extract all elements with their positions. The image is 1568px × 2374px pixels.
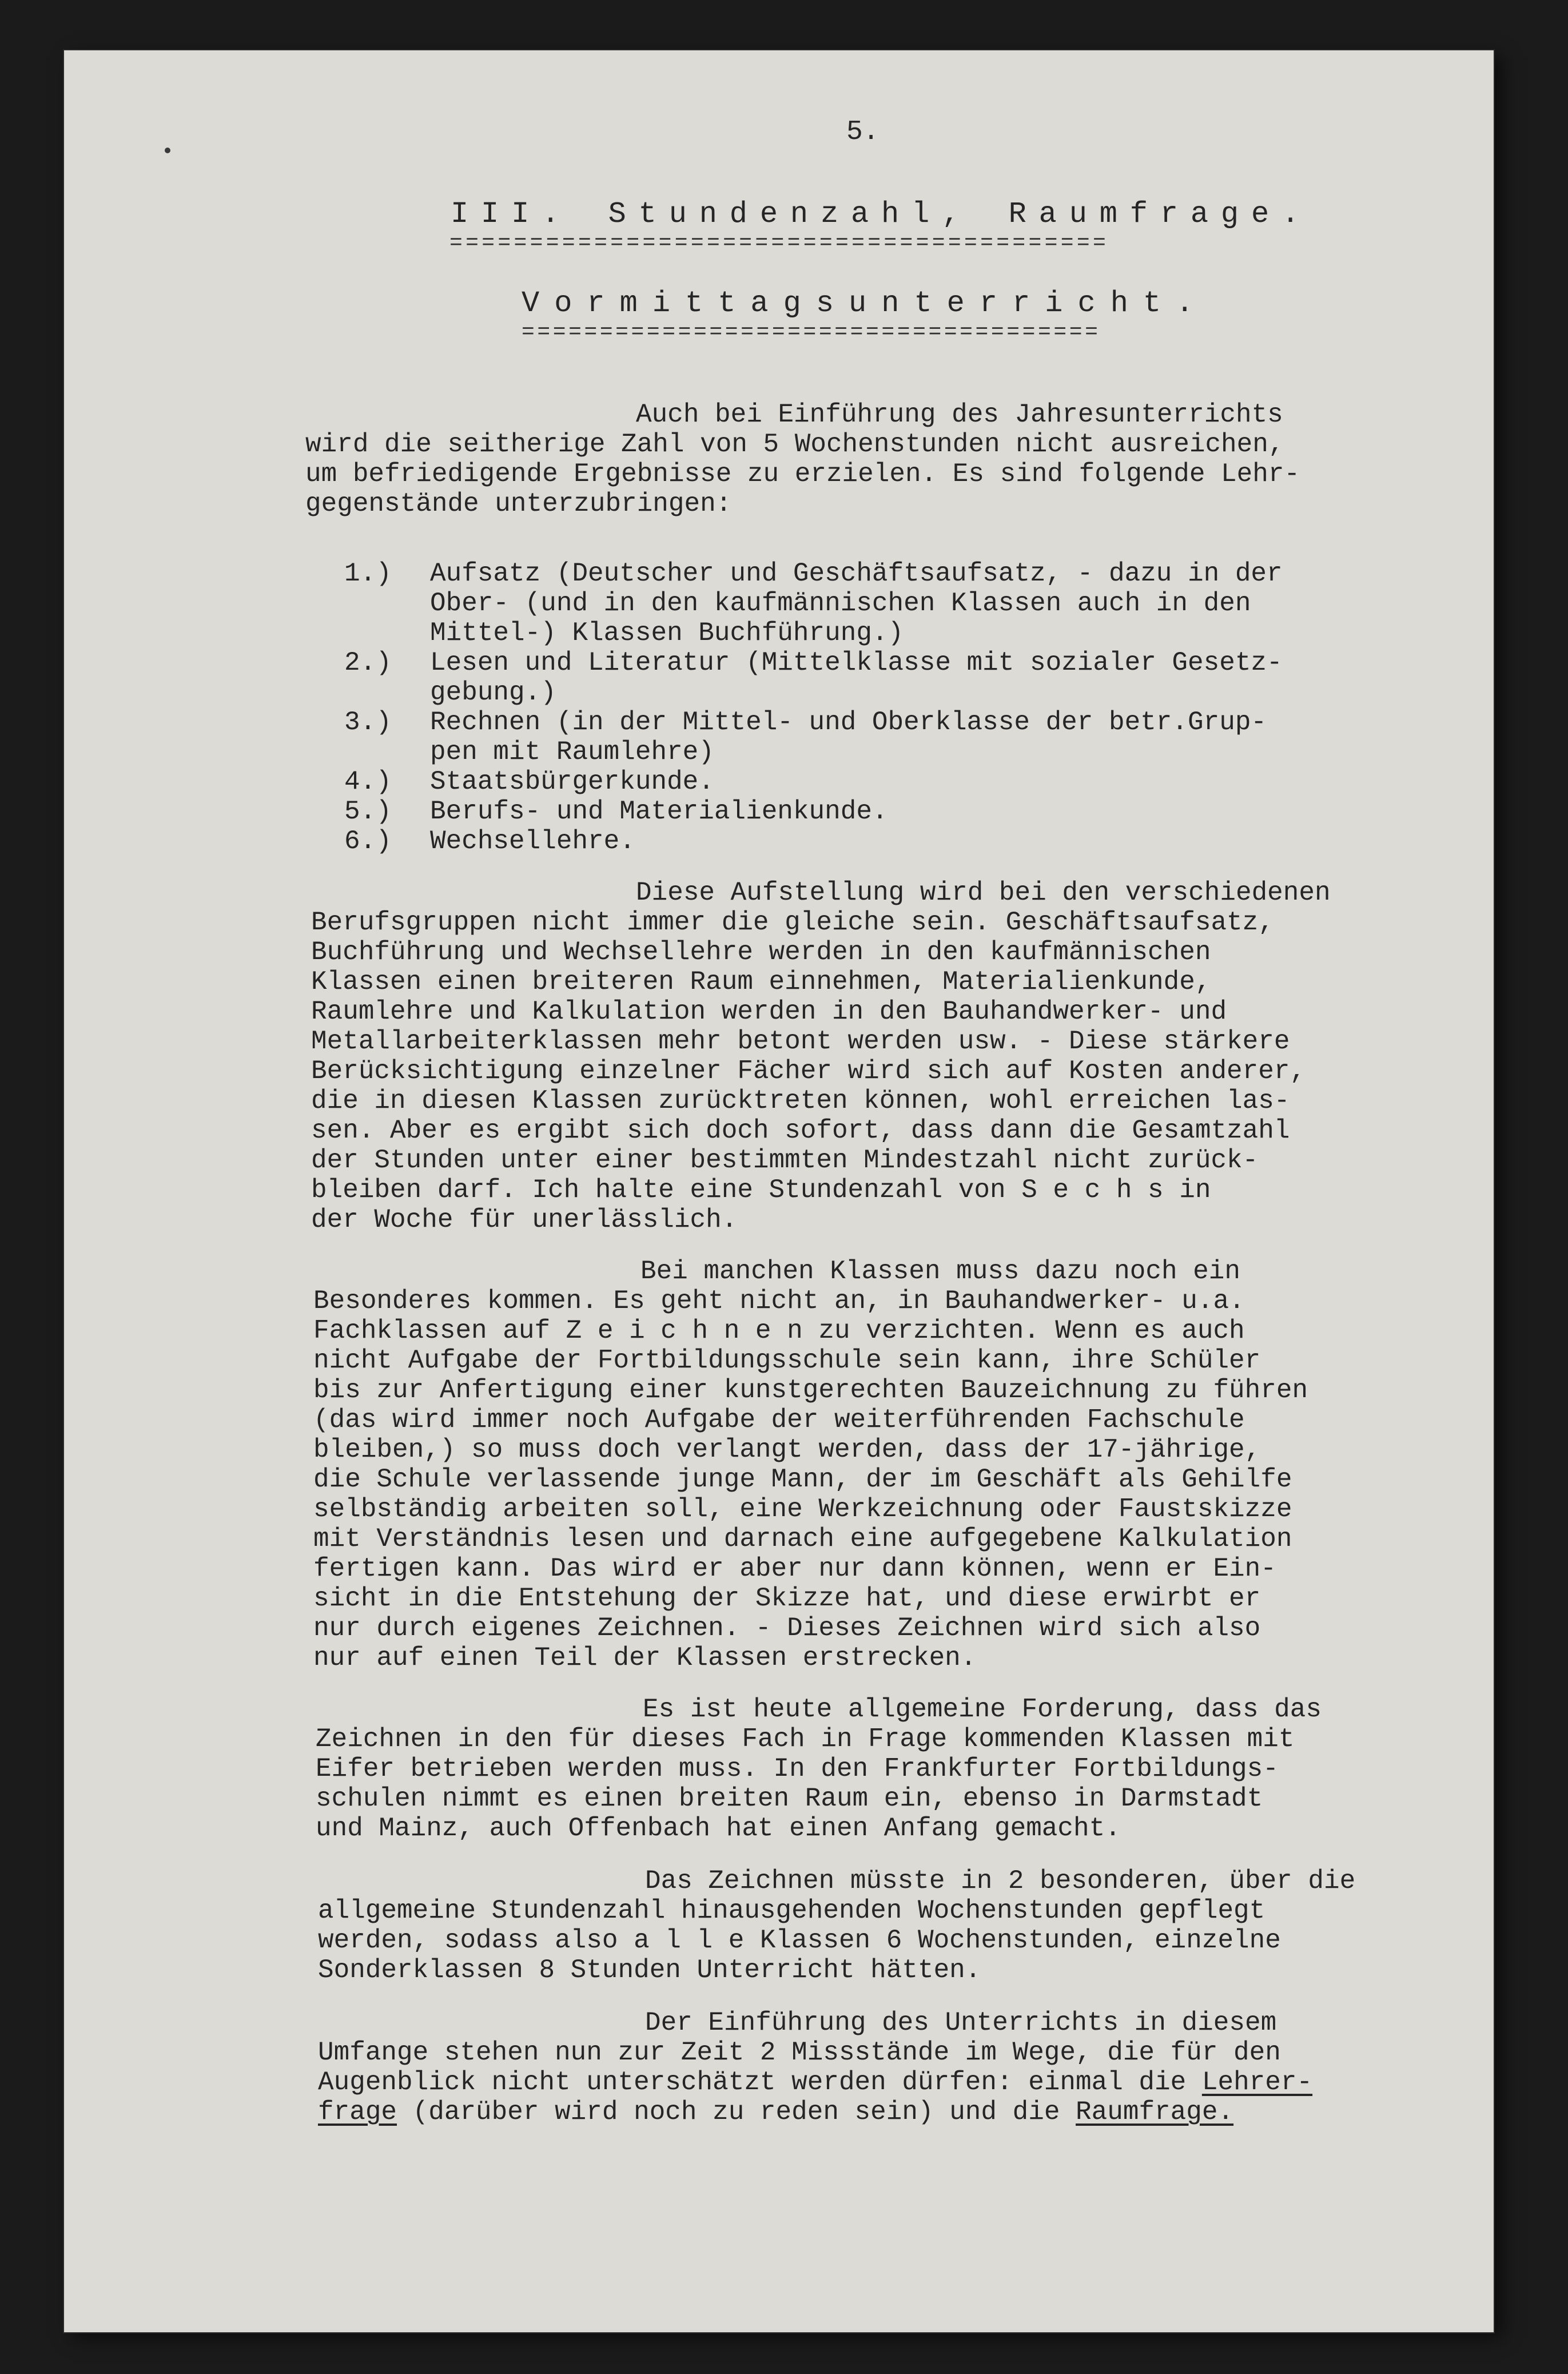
paragraph-line: sen. Aber es ergibt sich doch sofort, dass dann die Gesamtzahl	[311, 1116, 1290, 1146]
paragraph-line: sicht in die Entstehung der Skizze hat, und diese erwirbt er	[313, 1584, 1261, 1613]
underlined-term: Raumfrage.	[1076, 2097, 1234, 2127]
paragraph-line: und Mainz, auch Offenbach hat einen Anfang gemacht.	[316, 1814, 1121, 1843]
line-text: (darüber wird noch zu reden sein) und die	[397, 2097, 1076, 2127]
paragraph-line: bleiben darf. Ich halte eine Stundenzahl von S e c h s in	[311, 1175, 1211, 1205]
list-num: 2.)	[344, 648, 392, 678]
paragraph-line: Metallarbeiterklassen mehr betont werden usw. - Diese stärkere	[311, 1027, 1290, 1056]
paragraph-line: mit Verständnis lesen und darnach eine aufgegebene Kalkulation	[313, 1524, 1292, 1554]
intro-line: um befriedigende Ergebnisse zu erzielen. Es sind folgende Lehr-	[305, 459, 1300, 489]
underlined-term: frage	[318, 2097, 397, 2127]
list-text: Staatsbürgerkunde.	[430, 767, 714, 797]
intro-line: wird die seitherige Zahl von 5 Wochenstunden nicht ausreichen,	[305, 430, 1284, 459]
list-num: 5.)	[344, 797, 392, 826]
paragraph-line: Klassen einen breiteren Raum einnehmen, Materialienkunde,	[311, 967, 1211, 997]
subheading: Vormittagsunterricht.	[522, 287, 1209, 320]
underlined-term: Lehrer-	[1201, 2067, 1313, 2097]
paragraph-line: der Stunden unter einer bestimmten Mindestzahl nicht zurück-	[311, 1146, 1259, 1175]
paragraph-line: schulen nimmt es einen breiten Raum ein, ebenso in Darmstadt	[316, 1784, 1263, 1814]
paragraph-line: nur auf einen Teil der Klassen erstrecken.	[313, 1643, 977, 1673]
paragraph-line: bleiben,) so muss doch verlangt werden, dass der 17-jährige,	[313, 1435, 1261, 1465]
list-text: Rechnen (in der Mittel- und Oberklasse der betr.Grup-	[430, 707, 1267, 737]
list-text: gebung.)	[430, 678, 556, 707]
paragraph-line: nicht Aufgabe der Fortbildungsschule sein kann, ihre Schüler	[313, 1346, 1261, 1375]
heading-underline: =========================================	[449, 231, 1109, 256]
paragraph-line: der Woche für unerlässlich.	[311, 1205, 738, 1235]
paragraph-line: werden, sodass also a l l e Klassen 6 Wochenstunden, einzelne	[318, 1926, 1281, 1955]
list-text: Berufs- und Materialienkunde.	[430, 797, 888, 826]
paragraph-line: Raumlehre und Kalkulation werden in den Bauhandwerker- und	[311, 997, 1227, 1027]
margin-dot	[165, 148, 170, 153]
paragraph-line: Buchführung und Wechsellehre werden in den kaufmännischen	[311, 937, 1211, 967]
paragraph-line: (das wird immer noch Aufgabe der weiterführenden Fachschule	[313, 1405, 1245, 1435]
paragraph-line: selbständig arbeiten soll, eine Werkzeichnung oder Faustskizze	[313, 1494, 1292, 1524]
subheading-underline: =====================================	[522, 320, 1101, 345]
list-text: Lesen und Literatur (Mittelklasse mit sozialer Gesetz-	[430, 648, 1283, 678]
page-number: 5.	[846, 117, 879, 148]
paragraph-line: nur durch eigenes Zeichnen. - Dieses Zeichnen wird sich also	[313, 1613, 1261, 1643]
paragraph-line: die Schule verlassende junge Mann, der im Geschäft als Gehilfe	[313, 1465, 1292, 1494]
list-num: 6.)	[344, 826, 392, 856]
paragraph-line: Zeichnen in den für dieses Fach in Frage kommenden Klassen mit	[316, 1724, 1295, 1754]
intro-line: Auch bei Einführung des Jahresunterrichts	[636, 400, 1283, 430]
paragraph-line: Diese Aufstellung wird bei den verschiedenen	[636, 878, 1331, 908]
paragraph-line: allgemeine Stundenzahl hinausgehenden Wochenstunden gepflegt	[318, 1896, 1265, 1926]
list-num: 1.)	[344, 559, 392, 588]
paragraph-line: Das Zeichnen müsste in 2 besonderen, über die	[645, 1866, 1356, 1896]
line-text: Augenblick nicht unterschätzt werden dürfen: einmal die	[318, 2067, 1202, 2097]
list-text: pen mit Raumlehre)	[430, 737, 714, 767]
list-text: Ober- (und in den kaufmännischen Klassen auch in den	[430, 588, 1251, 618]
paragraph-line: Eifer betrieben werden muss. In den Frankfurter Fortbildungs-	[316, 1754, 1279, 1784]
paragraph-line: Fachklassen auf Z e i c h n e n zu verzichten. Wenn es auch	[313, 1316, 1245, 1346]
paragraph-line: bis zur Anfertigung einer kunstgerechten Bauzeichnung zu führen	[313, 1375, 1308, 1405]
paragraph-line: Umfange stehen nun zur Zeit 2 Missstände im Wege, die für den	[318, 2038, 1281, 2067]
list-text: Mittel-) Klassen Buchführung.)	[430, 618, 904, 648]
paragraph-line: Der Einführung des Unterrichts in diesem	[645, 2008, 1277, 2038]
section-heading: III. Stundenzahl, Raumfrage.	[451, 197, 1312, 231]
paragraph-line: fertigen kann. Das wird er aber nur dann können, wenn er Ein-	[313, 1554, 1276, 1584]
paragraph-line	[318, 2068, 1312, 2097]
paragraph-line: Es ist heute allgemeine Forderung, dass das	[643, 1695, 1322, 1724]
paragraph-line: Berufsgruppen nicht immer die gleiche sein. Geschäftsaufsatz,	[311, 908, 1274, 937]
list-text: Wechsellehre.	[430, 826, 635, 856]
paragraph-line: Besonderes kommen. Es geht nicht an, in Bauhandwerker- u.a.	[313, 1286, 1245, 1316]
paragraph-line: Sonderklassen 8 Stunden Unterricht hätten.	[318, 1955, 981, 1985]
list-num: 3.)	[344, 707, 392, 737]
paragraph-line: Bei manchen Klassen muss dazu noch ein	[640, 1256, 1240, 1286]
intro-line: gegenstände unterzubringen:	[305, 489, 732, 519]
paragraph-line: die in diesen Klassen zurücktreten können, wohl erreichen las-	[311, 1086, 1290, 1116]
list-text: Aufsatz (Deutscher und Geschäftsaufsatz, - dazu in der	[430, 559, 1283, 588]
document-page	[64, 50, 1494, 2332]
list-num: 4.)	[344, 767, 392, 797]
paragraph-line: Berücksichtigung einzelner Fächer wird sich auf Kosten anderer,	[311, 1056, 1306, 1086]
paragraph-line	[318, 2098, 1233, 2126]
